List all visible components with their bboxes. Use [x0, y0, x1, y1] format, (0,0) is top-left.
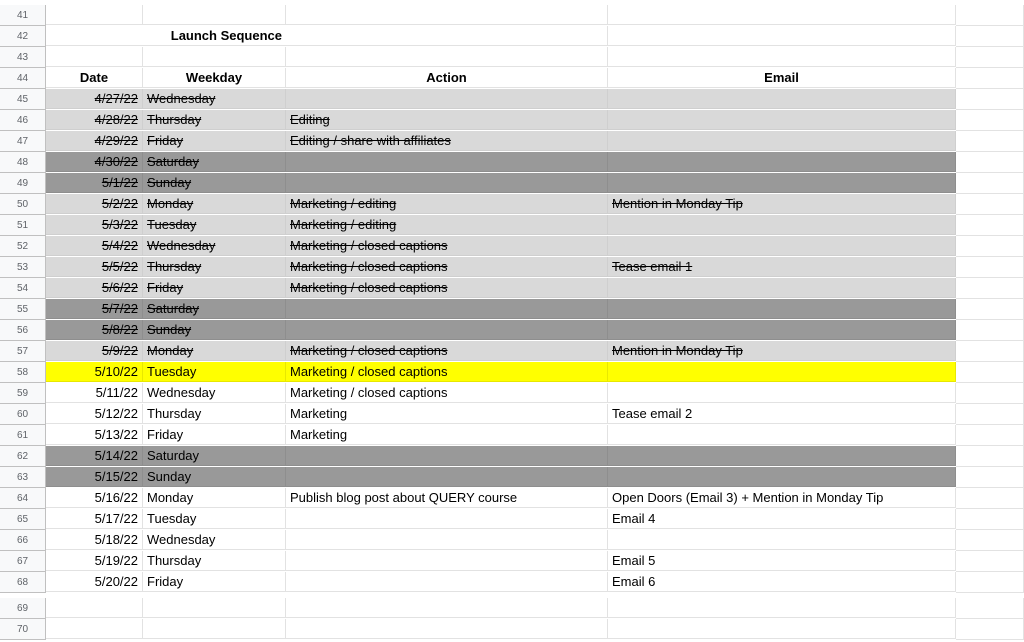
- table-row: [0, 173, 1024, 194]
- row-number[interactable]: 68: [0, 572, 46, 593]
- weekday-header[interactable]: Weekday: [143, 68, 286, 88]
- row-number[interactable]: 48: [0, 152, 46, 173]
- action-cell[interactable]: [286, 572, 608, 592]
- row-number[interactable]: 57: [0, 341, 46, 362]
- action-cell[interactable]: [286, 152, 608, 172]
- action-text: Marketing: [290, 427, 348, 442]
- action-text: Marketing / closed captions: [290, 259, 448, 274]
- date-cell[interactable]: [46, 173, 143, 193]
- cell[interactable]: [956, 5, 1024, 26]
- email-cell[interactable]: [608, 110, 956, 130]
- action-text: Editing: [290, 112, 330, 127]
- cell[interactable]: [286, 619, 608, 639]
- table-row: [0, 236, 1024, 257]
- cell[interactable]: [956, 619, 1024, 640]
- date-cell[interactable]: [46, 446, 143, 466]
- cell[interactable]: [956, 194, 1024, 215]
- date-cell[interactable]: [46, 152, 143, 172]
- email-cell[interactable]: [608, 467, 956, 487]
- action-cell[interactable]: [286, 215, 608, 235]
- row-number[interactable]: 53: [0, 257, 46, 278]
- email-cell[interactable]: [608, 362, 956, 382]
- cell[interactable]: [956, 131, 1024, 152]
- date-text: 5/1/22: [101, 175, 138, 190]
- action-cell[interactable]: [286, 446, 608, 466]
- date-text: 5/13/22: [94, 427, 138, 442]
- cell[interactable]: [608, 26, 956, 46]
- date-cell[interactable]: [46, 299, 143, 319]
- weekday-text: Friday: [147, 574, 184, 589]
- date-cell[interactable]: [46, 467, 143, 487]
- table-row: [0, 509, 1024, 530]
- table-row: [0, 341, 1024, 362]
- weekday-text: Sunday: [147, 322, 192, 337]
- email-cell[interactable]: [608, 488, 956, 508]
- weekday-cell[interactable]: [143, 425, 286, 445]
- date-text: 5/4/22: [101, 238, 138, 253]
- row-number[interactable]: 51: [0, 215, 46, 236]
- weekday-text: Monday: [147, 196, 194, 211]
- action-text: Marketing / closed captions: [290, 238, 448, 253]
- action-cell[interactable]: [286, 383, 608, 403]
- cell[interactable]: [46, 47, 143, 67]
- sheet-row: [0, 619, 1024, 640]
- email-cell[interactable]: [608, 404, 956, 424]
- action-cell[interactable]: [286, 131, 608, 151]
- date-text: 5/6/22: [101, 280, 138, 295]
- row-number[interactable]: 64: [0, 488, 46, 509]
- email-cell[interactable]: [608, 278, 956, 298]
- cell[interactable]: [956, 572, 1024, 593]
- cell[interactable]: [956, 341, 1024, 362]
- action-cell[interactable]: [286, 551, 608, 571]
- cell[interactable]: [956, 488, 1024, 509]
- date-text: 4/28/22: [94, 112, 138, 127]
- row-number[interactable]: 45: [0, 89, 46, 110]
- email-text: Email 5: [612, 553, 656, 568]
- row-number[interactable]: 62: [0, 446, 46, 467]
- email-cell[interactable]: [608, 236, 956, 256]
- email-cell[interactable]: [608, 551, 956, 571]
- action-text: Marketing / closed captions: [290, 385, 448, 400]
- cell[interactable]: [956, 320, 1024, 341]
- action-cell[interactable]: [286, 236, 608, 256]
- weekday-cell[interactable]: [143, 446, 286, 466]
- cell[interactable]: [956, 530, 1024, 551]
- table-row: [0, 320, 1024, 341]
- weekday-text: Friday: [147, 427, 184, 442]
- weekday-cell[interactable]: [143, 320, 286, 340]
- action-cell[interactable]: [286, 509, 608, 529]
- row-number[interactable]: 60: [0, 404, 46, 425]
- date-text: 5/12/22: [94, 406, 138, 421]
- action-cell[interactable]: [286, 362, 608, 382]
- action-header[interactable]: Action: [286, 68, 608, 88]
- date-text: 5/20/22: [94, 574, 138, 589]
- email-text: Tease email 1: [612, 259, 693, 274]
- action-cell[interactable]: [286, 194, 608, 214]
- row-number[interactable]: 70: [0, 619, 46, 640]
- weekday-cell[interactable]: [143, 299, 286, 319]
- date-text: 5/8/22: [101, 322, 138, 337]
- table-row: [0, 89, 1024, 110]
- action-cell[interactable]: [286, 278, 608, 298]
- cell[interactable]: [956, 110, 1024, 131]
- weekday-cell[interactable]: [143, 488, 286, 508]
- sheet-row: [0, 26, 1024, 47]
- cell[interactable]: [956, 551, 1024, 572]
- date-text: 5/2/22: [101, 196, 138, 211]
- date-cell[interactable]: [46, 257, 143, 277]
- sheet-row: [0, 5, 1024, 26]
- cell[interactable]: [956, 173, 1024, 194]
- action-text: Marketing / closed captions: [290, 343, 448, 358]
- date-text: 5/10/22: [94, 364, 138, 379]
- table-row: [0, 362, 1024, 383]
- row-number[interactable]: 52: [0, 236, 46, 257]
- cell[interactable]: [956, 257, 1024, 278]
- weekday-cell[interactable]: [143, 257, 286, 277]
- date-cell[interactable]: [46, 278, 143, 298]
- action-cell[interactable]: [286, 89, 608, 109]
- date-cell[interactable]: [46, 236, 143, 256]
- weekday-cell[interactable]: [143, 110, 286, 130]
- date-cell[interactable]: [46, 488, 143, 508]
- email-cell[interactable]: [608, 215, 956, 235]
- table-row: [0, 215, 1024, 236]
- action-cell[interactable]: [286, 341, 608, 361]
- weekday-text: Sunday: [147, 469, 192, 484]
- weekday-text: Tuesday: [147, 511, 197, 526]
- weekday-cell[interactable]: [143, 362, 286, 382]
- row-number[interactable]: 66: [0, 530, 46, 551]
- date-text: 5/9/22: [101, 343, 138, 358]
- action-text: Marketing / editing: [290, 217, 397, 232]
- weekday-text: Wednesday: [147, 532, 216, 547]
- weekday-cell[interactable]: [143, 215, 286, 235]
- cell[interactable]: [286, 5, 608, 25]
- weekday-cell[interactable]: [143, 572, 286, 592]
- weekday-cell[interactable]: [143, 383, 286, 403]
- table-row: [0, 383, 1024, 404]
- row-number[interactable]: 55: [0, 299, 46, 320]
- weekday-text: Saturday: [147, 154, 200, 169]
- cell[interactable]: [956, 404, 1024, 425]
- date-cell[interactable]: [46, 320, 143, 340]
- cell[interactable]: [286, 26, 608, 46]
- row-number[interactable]: 42: [0, 26, 46, 47]
- action-text: Marketing / closed captions: [290, 364, 448, 379]
- row-number[interactable]: 44: [0, 68, 46, 89]
- table-row: [0, 194, 1024, 215]
- table-row: [0, 572, 1024, 593]
- action-cell[interactable]: [286, 257, 608, 277]
- date-cell[interactable]: [46, 509, 143, 529]
- weekday-text: Wednesday: [147, 238, 216, 253]
- cell[interactable]: [286, 47, 608, 67]
- cell[interactable]: [143, 5, 286, 25]
- cell[interactable]: [956, 425, 1024, 446]
- header-row: [0, 68, 1024, 89]
- row-number[interactable]: 50: [0, 194, 46, 215]
- date-cell[interactable]: [46, 89, 143, 109]
- row-number[interactable]: 43: [0, 47, 46, 68]
- email-text: Email 6: [612, 574, 656, 589]
- cell[interactable]: [956, 278, 1024, 299]
- weekday-text: Saturday: [147, 301, 200, 316]
- cell[interactable]: [956, 383, 1024, 404]
- date-text: 5/19/22: [94, 553, 138, 568]
- table-row: [0, 488, 1024, 509]
- action-text: Publish blog post about QUERY course: [290, 490, 518, 505]
- cell[interactable]: [956, 598, 1024, 619]
- action-cell[interactable]: [286, 425, 608, 445]
- action-cell[interactable]: [286, 467, 608, 487]
- email-header[interactable]: Email: [608, 68, 956, 88]
- row-number[interactable]: 56: [0, 320, 46, 341]
- date-text: 5/16/22: [94, 490, 138, 505]
- cell[interactable]: [46, 619, 143, 639]
- weekday-cell[interactable]: [143, 530, 286, 550]
- row-number[interactable]: 41: [0, 5, 46, 26]
- cell[interactable]: [956, 467, 1024, 488]
- weekday-text: Friday: [147, 280, 184, 295]
- weekday-text: Friday: [147, 133, 184, 148]
- cell[interactable]: [608, 5, 956, 25]
- weekday-text: Saturday: [147, 448, 200, 463]
- action-text: Marketing / editing: [290, 196, 397, 211]
- cell[interactable]: [608, 598, 956, 618]
- weekday-cell[interactable]: [143, 194, 286, 214]
- cell[interactable]: [956, 47, 1024, 68]
- row-number[interactable]: 49: [0, 173, 46, 194]
- date-cell[interactable]: [46, 425, 143, 445]
- date-text: 5/15/22: [94, 469, 138, 484]
- date-cell[interactable]: [46, 551, 143, 571]
- email-cell[interactable]: [608, 257, 956, 277]
- email-cell[interactable]: [608, 425, 956, 445]
- cell[interactable]: [956, 362, 1024, 383]
- weekday-cell[interactable]: [143, 173, 286, 193]
- email-cell[interactable]: [608, 194, 956, 214]
- cell[interactable]: [956, 89, 1024, 110]
- weekday-text: Thursday: [147, 406, 202, 421]
- sheet-row: [0, 47, 1024, 68]
- row-number[interactable]: 63: [0, 467, 46, 488]
- date-cell[interactable]: [46, 572, 143, 592]
- weekday-text: Tuesday: [147, 217, 197, 232]
- email-text: Email 4: [612, 511, 656, 526]
- cell[interactable]: [956, 299, 1024, 320]
- action-cell[interactable]: [286, 530, 608, 550]
- date-header[interactable]: Date: [46, 68, 143, 88]
- table-row: [0, 131, 1024, 152]
- action-cell[interactable]: [286, 110, 608, 130]
- row-number[interactable]: 65: [0, 509, 46, 530]
- date-cell[interactable]: [46, 362, 143, 382]
- email-cell[interactable]: [608, 509, 956, 529]
- date-cell[interactable]: [46, 131, 143, 151]
- table-row: [0, 425, 1024, 446]
- cell[interactable]: [608, 619, 956, 639]
- date-text: 5/17/22: [94, 511, 138, 526]
- date-text: 4/30/22: [94, 154, 138, 169]
- weekday-cell[interactable]: [143, 404, 286, 424]
- row-number[interactable]: 67: [0, 551, 46, 572]
- cell[interactable]: [143, 47, 286, 67]
- action-cell[interactable]: [286, 488, 608, 508]
- email-cell[interactable]: [608, 299, 956, 319]
- weekday-text: Tuesday: [147, 364, 197, 379]
- action-text: Marketing: [290, 406, 348, 421]
- action-text: Editing / share with affiliates: [290, 133, 451, 148]
- cell[interactable]: [956, 26, 1024, 47]
- weekday-text: Wednesday: [147, 385, 216, 400]
- weekday-text: Wednesday: [147, 91, 216, 106]
- action-text: Marketing / closed captions: [290, 280, 448, 295]
- weekday-cell[interactable]: [143, 152, 286, 172]
- table-row: [0, 278, 1024, 299]
- table-row: [0, 446, 1024, 467]
- cell[interactable]: [46, 5, 143, 25]
- date-cell[interactable]: [46, 383, 143, 403]
- cell[interactable]: [286, 598, 608, 618]
- date-text: 4/27/22: [94, 91, 138, 106]
- date-cell[interactable]: [46, 110, 143, 130]
- date-cell[interactable]: [46, 194, 143, 214]
- weekday-text: Monday: [147, 343, 194, 358]
- action-cell[interactable]: [286, 173, 608, 193]
- weekday-cell[interactable]: [143, 278, 286, 298]
- date-text: 5/7/22: [101, 301, 138, 316]
- weekday-cell[interactable]: [143, 341, 286, 361]
- date-cell[interactable]: [46, 404, 143, 424]
- cell[interactable]: [608, 47, 956, 67]
- table-row: [0, 299, 1024, 320]
- email-cell[interactable]: [608, 89, 956, 109]
- row-number[interactable]: 59: [0, 383, 46, 404]
- email-text: Open Doors (Email 3) + Mention in Monday Tip: [612, 490, 884, 505]
- date-text: 5/18/22: [94, 532, 138, 547]
- email-cell[interactable]: [608, 131, 956, 151]
- row-number[interactable]: 69: [0, 598, 46, 619]
- date-text: 5/14/22: [94, 448, 138, 463]
- date-cell[interactable]: [46, 341, 143, 361]
- table-row: [0, 152, 1024, 173]
- table-row: [0, 110, 1024, 131]
- email-cell[interactable]: [608, 320, 956, 340]
- cell[interactable]: [956, 446, 1024, 467]
- weekday-cell[interactable]: [143, 236, 286, 256]
- table-row: [0, 404, 1024, 425]
- cell[interactable]: [46, 598, 143, 618]
- action-cell[interactable]: [286, 299, 608, 319]
- cell[interactable]: [956, 215, 1024, 236]
- email-text: Mention in Monday Tip: [612, 343, 743, 358]
- cell[interactable]: [956, 509, 1024, 530]
- cell[interactable]: [143, 598, 286, 618]
- weekday-cell[interactable]: [143, 467, 286, 487]
- date-text: 5/11/22: [95, 385, 138, 400]
- date-text: 5/3/22: [101, 217, 138, 232]
- table-row: [0, 530, 1024, 551]
- cell[interactable]: [956, 68, 1024, 89]
- row-number[interactable]: 61: [0, 425, 46, 446]
- action-cell[interactable]: [286, 404, 608, 424]
- email-cell[interactable]: [608, 446, 956, 466]
- email-text: Mention in Monday Tip: [612, 196, 743, 211]
- date-text: 4/29/22: [94, 133, 138, 148]
- email-cell[interactable]: [608, 572, 956, 592]
- email-cell[interactable]: [608, 152, 956, 172]
- weekday-cell[interactable]: [143, 131, 286, 151]
- weekday-text: Thursday: [147, 553, 202, 568]
- table-row: [0, 467, 1024, 488]
- email-text: Tease email 2: [612, 406, 693, 421]
- cell[interactable]: [143, 619, 286, 639]
- table-row: [0, 551, 1024, 572]
- row-number[interactable]: 46: [0, 110, 46, 131]
- date-text: 5/5/22: [101, 259, 138, 274]
- email-cell[interactable]: [608, 530, 956, 550]
- weekday-text: Monday: [147, 490, 194, 505]
- row-number[interactable]: 47: [0, 131, 46, 152]
- weekday-text: Thursday: [147, 259, 202, 274]
- sheet-row: [0, 598, 1024, 619]
- date-cell[interactable]: [46, 215, 143, 235]
- row-number[interactable]: 58: [0, 362, 46, 383]
- action-cell[interactable]: [286, 320, 608, 340]
- email-cell[interactable]: [608, 341, 956, 361]
- weekday-cell[interactable]: [143, 89, 286, 109]
- weekday-text: Sunday: [147, 175, 192, 190]
- weekday-cell[interactable]: [143, 509, 286, 529]
- cell[interactable]: [956, 152, 1024, 173]
- row-number[interactable]: 54: [0, 278, 46, 299]
- weekday-text: Thursday: [147, 112, 202, 127]
- date-cell[interactable]: [46, 530, 143, 550]
- email-cell[interactable]: [608, 173, 956, 193]
- table-row: [0, 257, 1024, 278]
- email-cell[interactable]: [608, 383, 956, 403]
- cell[interactable]: [956, 236, 1024, 257]
- section-title[interactable]: Launch Sequence: [46, 26, 286, 46]
- weekday-cell[interactable]: [143, 551, 286, 571]
